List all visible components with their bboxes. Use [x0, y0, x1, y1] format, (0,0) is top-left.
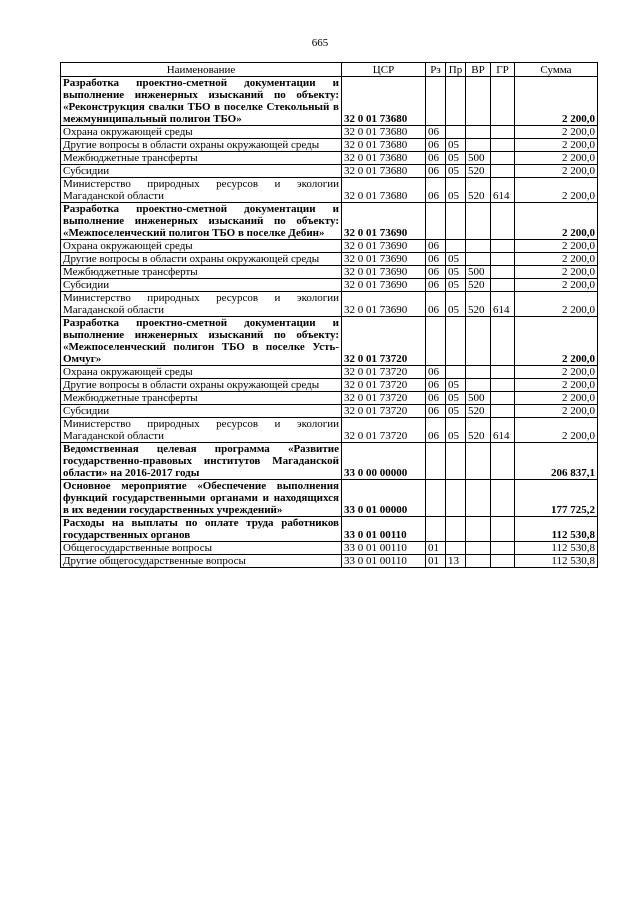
cell-csr: 32 0 01 73720 — [342, 317, 426, 366]
cell-name: Основное мероприятие «Обеспечение выполнения функций государственными органами и находящихся в их ведении государственных учреждений» — [61, 480, 342, 517]
cell-sum: 112 530,8 — [515, 542, 598, 555]
cell-vr — [466, 139, 491, 152]
cell-gr — [491, 266, 515, 279]
cell-sum: 2 200,0 — [515, 77, 598, 126]
cell-pr: 05 — [446, 292, 466, 317]
cell-csr: 32 0 01 73720 — [342, 379, 426, 392]
column-header-pr: Пр — [446, 63, 466, 77]
table-row — [61, 418, 598, 443]
table-header-row — [61, 63, 598, 77]
cell-rz — [426, 77, 446, 126]
cell-csr: 32 0 01 73690 — [342, 292, 426, 317]
column-header-csr: ЦСР — [342, 63, 426, 77]
cell-sum: 206 837,1 — [515, 443, 598, 480]
cell-rz — [426, 317, 446, 366]
cell-pr — [446, 77, 466, 126]
table-row — [61, 178, 598, 203]
cell-vr: 520 — [466, 178, 491, 203]
cell-sum: 2 200,0 — [515, 165, 598, 178]
cell-rz: 06 — [426, 266, 446, 279]
cell-pr — [446, 517, 466, 542]
cell-rz: 01 — [426, 542, 446, 555]
table-row — [61, 240, 598, 253]
cell-pr: 05 — [446, 405, 466, 418]
table-row — [61, 317, 598, 366]
cell-name: Ведомственная целевая программа «Развитие государственно-правовых институтов Магаданской области» на 2016-2017 годы — [61, 443, 342, 480]
cell-name: Другие вопросы в области охраны окружающей среды — [61, 139, 342, 152]
cell-sum: 2 200,0 — [515, 292, 598, 317]
cell-gr: 614 — [491, 178, 515, 203]
cell-pr: 05 — [446, 152, 466, 165]
cell-name: Расходы на выплаты по оплате труда работников государственных органов — [61, 517, 342, 542]
cell-vr: 520 — [466, 405, 491, 418]
cell-vr — [466, 480, 491, 517]
cell-sum: 177 725,2 — [515, 480, 598, 517]
table-row — [61, 555, 598, 568]
cell-name: Охрана окружающей среды — [61, 126, 342, 139]
column-header-gr: ГР — [491, 63, 515, 77]
cell-gr — [491, 253, 515, 266]
cell-vr — [466, 203, 491, 240]
cell-vr: 500 — [466, 266, 491, 279]
cell-sum: 2 200,0 — [515, 253, 598, 266]
cell-rz: 06 — [426, 152, 446, 165]
cell-rz: 06 — [426, 126, 446, 139]
cell-sum: 2 200,0 — [515, 240, 598, 253]
cell-csr: 32 0 01 73680 — [342, 139, 426, 152]
cell-name: Охрана окружающей среды — [61, 240, 342, 253]
cell-pr — [446, 203, 466, 240]
cell-rz — [426, 443, 446, 480]
cell-name: Субсидии — [61, 279, 342, 292]
cell-name: Министерство природных ресурсов и экологии Магаданской области — [61, 418, 342, 443]
cell-rz: 06 — [426, 139, 446, 152]
cell-csr: 32 0 01 73720 — [342, 392, 426, 405]
cell-rz: 06 — [426, 405, 446, 418]
cell-csr: 32 0 01 73720 — [342, 418, 426, 443]
cell-gr — [491, 165, 515, 178]
cell-vr: 500 — [466, 152, 491, 165]
table-row — [61, 379, 598, 392]
cell-pr: 05 — [446, 266, 466, 279]
cell-vr — [466, 555, 491, 568]
cell-rz: 06 — [426, 253, 446, 266]
cell-csr: 33 0 01 00110 — [342, 542, 426, 555]
cell-sum: 2 200,0 — [515, 405, 598, 418]
cell-rz: 06 — [426, 366, 446, 379]
cell-name: Разработка проектно-сметной документации и выполнение инженерных изысканий по объекту: «Реконструкция свалки ТБО в поселке Стекольный в межмуниципальный полигон ТБО» — [61, 77, 342, 126]
cell-pr: 05 — [446, 379, 466, 392]
cell-pr — [446, 443, 466, 480]
cell-gr — [491, 517, 515, 542]
cell-vr — [466, 366, 491, 379]
cell-pr: 05 — [446, 392, 466, 405]
cell-rz: 06 — [426, 178, 446, 203]
cell-gr — [491, 480, 515, 517]
cell-rz: 06 — [426, 418, 446, 443]
cell-name: Разработка проектно-сметной документации и выполнение инженерных изысканий по объекту: «Межпоселенческий полигон ТБО в поселке Усть-Омчуг» — [61, 317, 342, 366]
cell-csr: 32 0 01 73690 — [342, 253, 426, 266]
cell-vr — [466, 253, 491, 266]
cell-vr — [466, 317, 491, 366]
table-row — [61, 392, 598, 405]
table-row — [61, 443, 598, 480]
cell-sum: 2 200,0 — [515, 139, 598, 152]
cell-gr — [491, 77, 515, 126]
table-row — [61, 126, 598, 139]
cell-gr — [491, 443, 515, 480]
cell-name: Субсидии — [61, 405, 342, 418]
cell-vr — [466, 126, 491, 139]
cell-vr: 500 — [466, 392, 491, 405]
cell-rz: 06 — [426, 392, 446, 405]
cell-vr — [466, 443, 491, 480]
column-header-sum: Сумма — [515, 63, 598, 77]
column-header-vr: ВР — [466, 63, 491, 77]
cell-gr — [491, 139, 515, 152]
cell-name: Другие общегосударственные вопросы — [61, 555, 342, 568]
cell-sum: 2 200,0 — [515, 152, 598, 165]
cell-csr: 32 0 01 73690 — [342, 203, 426, 240]
cell-gr — [491, 366, 515, 379]
cell-gr — [491, 279, 515, 292]
cell-csr: 33 0 01 00110 — [342, 555, 426, 568]
table-row — [61, 266, 598, 279]
cell-sum: 2 200,0 — [515, 279, 598, 292]
cell-pr: 05 — [446, 253, 466, 266]
cell-gr — [491, 152, 515, 165]
cell-gr — [491, 405, 515, 418]
cell-pr: 05 — [446, 418, 466, 443]
table-row — [61, 152, 598, 165]
cell-vr — [466, 517, 491, 542]
table-row — [61, 517, 598, 542]
table-row — [61, 279, 598, 292]
cell-sum: 112 530,8 — [515, 555, 598, 568]
cell-gr — [491, 379, 515, 392]
cell-sum: 2 200,0 — [515, 203, 598, 240]
cell-pr — [446, 480, 466, 517]
cell-csr: 32 0 01 73680 — [342, 178, 426, 203]
cell-gr — [491, 203, 515, 240]
cell-vr — [466, 240, 491, 253]
cell-pr — [446, 240, 466, 253]
table-row — [61, 77, 598, 126]
cell-vr: 520 — [466, 292, 491, 317]
cell-rz: 06 — [426, 279, 446, 292]
budget-table — [60, 62, 598, 568]
cell-sum: 2 200,0 — [515, 126, 598, 139]
cell-gr — [491, 317, 515, 366]
cell-gr — [491, 542, 515, 555]
cell-name: Другие вопросы в области охраны окружающей среды — [61, 379, 342, 392]
cell-pr: 13 — [446, 555, 466, 568]
table-body — [61, 77, 598, 568]
cell-sum: 2 200,0 — [515, 392, 598, 405]
cell-sum: 112 530,8 — [515, 517, 598, 542]
cell-name: Межбюджетные трансферты — [61, 392, 342, 405]
table-row — [61, 542, 598, 555]
cell-gr — [491, 126, 515, 139]
cell-rz: 06 — [426, 240, 446, 253]
cell-pr — [446, 317, 466, 366]
cell-sum: 2 200,0 — [515, 178, 598, 203]
cell-csr: 32 0 01 73720 — [342, 405, 426, 418]
cell-vr: 520 — [466, 418, 491, 443]
table-row — [61, 405, 598, 418]
cell-pr — [446, 542, 466, 555]
cell-csr: 33 0 00 00000 — [342, 443, 426, 480]
cell-gr — [491, 240, 515, 253]
table-row — [61, 366, 598, 379]
cell-sum: 2 200,0 — [515, 379, 598, 392]
cell-vr — [466, 542, 491, 555]
cell-csr: 32 0 01 73680 — [342, 152, 426, 165]
cell-rz: 06 — [426, 379, 446, 392]
cell-pr: 05 — [446, 178, 466, 203]
table-row — [61, 480, 598, 517]
column-header-rz: Рз — [426, 63, 446, 77]
cell-gr — [491, 392, 515, 405]
cell-rz: 01 — [426, 555, 446, 568]
cell-name: Другие вопросы в области охраны окружающей среды — [61, 253, 342, 266]
cell-pr: 05 — [446, 279, 466, 292]
cell-pr — [446, 126, 466, 139]
cell-sum: 2 200,0 — [515, 366, 598, 379]
table-row — [61, 292, 598, 317]
cell-name: Охрана окружающей среды — [61, 366, 342, 379]
table-row — [61, 139, 598, 152]
cell-csr: 32 0 01 73720 — [342, 366, 426, 379]
cell-name: Общегосударственные вопросы — [61, 542, 342, 555]
cell-csr: 32 0 01 73680 — [342, 126, 426, 139]
cell-rz: 06 — [426, 292, 446, 317]
cell-vr: 520 — [466, 279, 491, 292]
page-number: 665 — [311, 37, 329, 49]
cell-pr: 05 — [446, 165, 466, 178]
cell-gr: 614 — [491, 418, 515, 443]
cell-rz — [426, 203, 446, 240]
cell-gr: 614 — [491, 292, 515, 317]
cell-name: Межбюджетные трансферты — [61, 152, 342, 165]
cell-pr — [446, 366, 466, 379]
cell-csr: 32 0 01 73680 — [342, 165, 426, 178]
column-header-name: Наименование — [61, 63, 342, 77]
cell-rz — [426, 517, 446, 542]
cell-sum: 2 200,0 — [515, 418, 598, 443]
cell-csr: 33 0 01 00110 — [342, 517, 426, 542]
cell-gr — [491, 555, 515, 568]
cell-vr: 520 — [466, 165, 491, 178]
cell-csr: 32 0 01 73690 — [342, 240, 426, 253]
cell-name: Министерство природных ресурсов и экологии Магаданской области — [61, 292, 342, 317]
cell-vr — [466, 77, 491, 126]
cell-csr: 32 0 01 73680 — [342, 77, 426, 126]
cell-name: Министерство природных ресурсов и экологии Магаданской области — [61, 178, 342, 203]
cell-csr: 33 0 01 00000 — [342, 480, 426, 517]
table-row — [61, 203, 598, 240]
cell-name: Межбюджетные трансферты — [61, 266, 342, 279]
cell-vr — [466, 379, 491, 392]
cell-csr: 32 0 01 73690 — [342, 266, 426, 279]
cell-pr: 05 — [446, 139, 466, 152]
cell-name: Субсидии — [61, 165, 342, 178]
table-row — [61, 165, 598, 178]
table-row — [61, 253, 598, 266]
cell-sum: 2 200,0 — [515, 266, 598, 279]
cell-csr: 32 0 01 73690 — [342, 279, 426, 292]
cell-sum: 2 200,0 — [515, 317, 598, 366]
cell-rz — [426, 480, 446, 517]
cell-rz: 06 — [426, 165, 446, 178]
cell-name: Разработка проектно-сметной документации и выполнение инженерных изысканий по объекту: «Межпоселенческий полигон ТБО в поселке Дебин» — [61, 203, 342, 240]
